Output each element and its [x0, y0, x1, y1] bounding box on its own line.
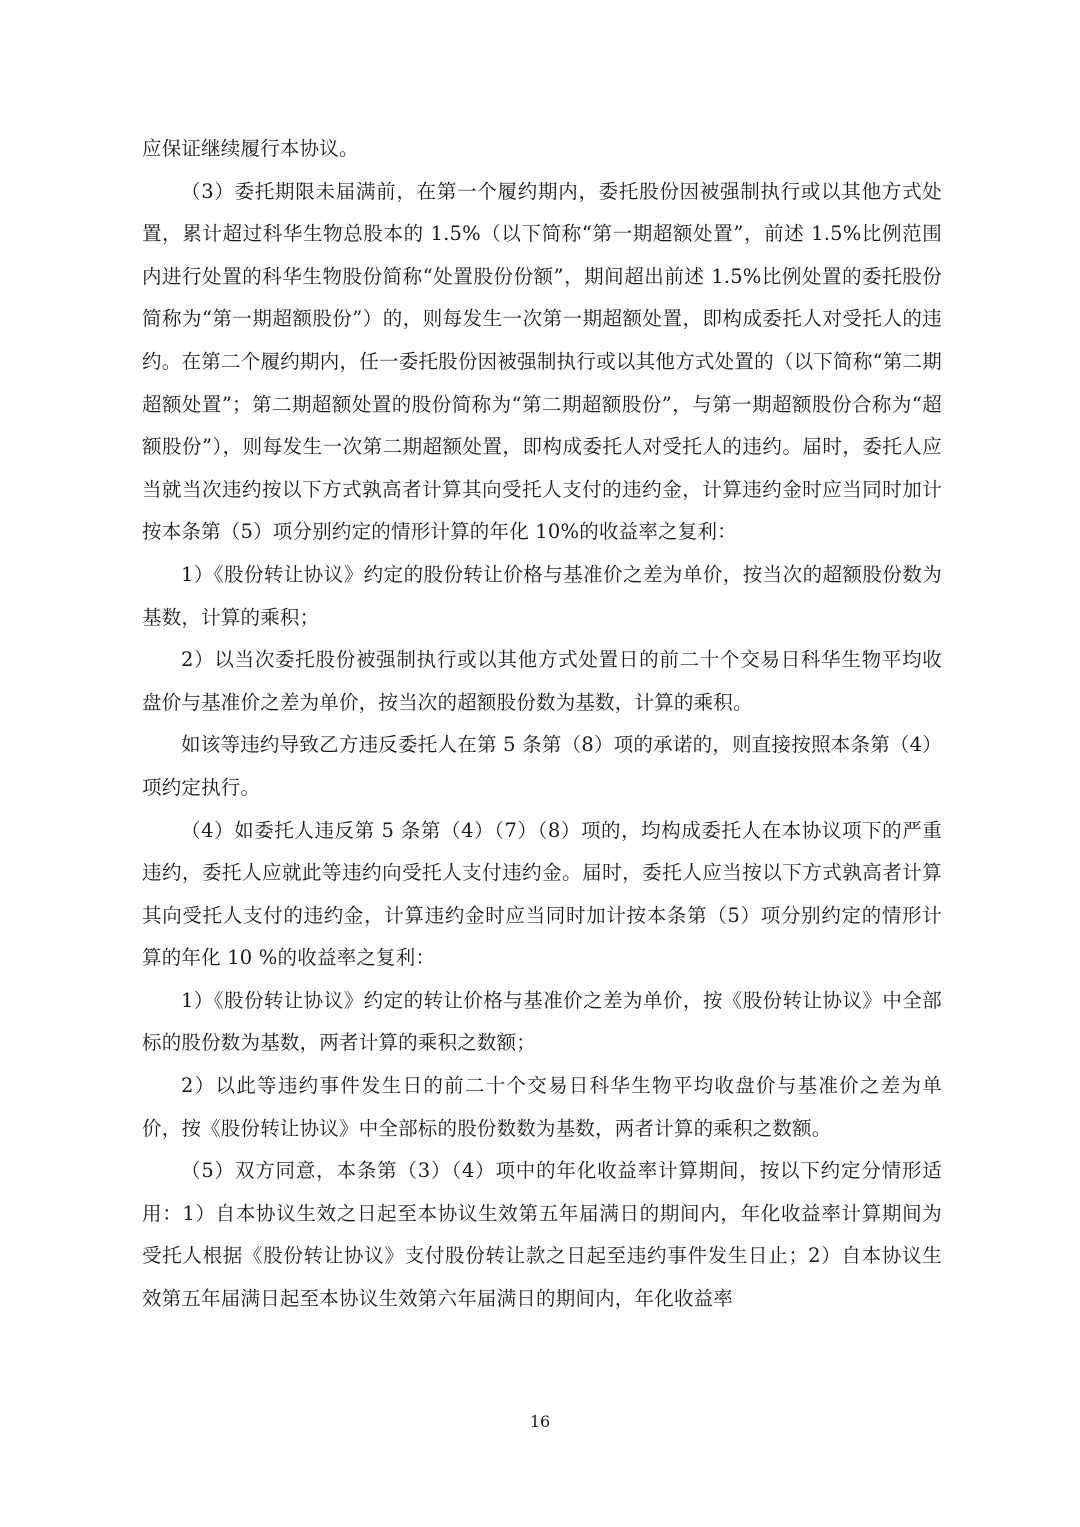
- paragraph-clause-3: （3）委托期限未届满前，在第一个履约期内，委托股份因被强制执行或以其他方式处置，累计超过科华生物总股本的 1.5%（以下简称“第一期超额处置”，前述 1.5%比例范围内进行处置的科华生物股份简称“处置股份份额”，期间超出前述 1.5%比例处置的委托股份简称为“第一期超额股份”）的，则每发生一次第一期超额处置，即构成委托人对受托人的违约。在第二个履约期内，任一委托股份因被强制执行或以其他方式处置的（以下简称“第二期超额处置”；第二期超额处置的股份简称为“第二期超额股份”，与第一期超额股份合称为“超额股份”），则每发生一次第二期超额处置，即构成委托人对受托人的违约。届时，委托人应当就当次违约按以下方式孰高者计算其向受托人支付的违约金，计算违约金时应当同时加计按本条第（5）项分别约定的情形计算的年化 10%的收益率之复利：: [142, 179, 942, 544]
- paragraph-clause-4-item-2: 2）以此等违约事件发生日的前二十个交易日科华生物平均收盘价与基准价之差为单价，按《股份转让协议》中全部标的股份数数为基数，两者计算的乘积之数额。: [142, 1074, 942, 1140]
- paragraph-clause-3-item-2: 2）以当次委托股份被强制执行或以其他方式处置日的前二十个交易日科华生物平均收盘价与基准价之差为单价，按当次的超额股份数为基数，计算的乘积。: [142, 648, 942, 714]
- paragraph-clause-4-item-1: 1）《股份转让协议》约定的转让价格与基准价之差为单价，按《股份转让协议》中全部标的股份数为基数，两者计算的乘积之数额；: [142, 988, 942, 1055]
- paragraph-clause-3-item-1: 1）《股份转让协议》约定的股份转让价格与基准价之差为单价，按当次的超额股份数为基数，计算的乘积；: [142, 562, 942, 629]
- page-number: 16: [529, 1412, 551, 1431]
- body-text: [142, 128, 942, 1321]
- paragraph-continuation: 应保证继续履行本协议。: [142, 137, 359, 160]
- paragraph-clause-4: （4）如委托人违反第 5 条第（4）（7）（8）项的，均构成委托人在本协议项下的严重违约，委托人应就此等违约向受托人支付违约金。届时，委托人应当按以下方式孰高者计算其向受托人支付的违约金，计算违约金时应当同时加计按本条第（5）项分别约定的情形计算的年化 10 %的收益率之复利：: [142, 818, 942, 970]
- paragraph-clause-3-note: 如该等违约导致乙方违反委托人在第 5 条第（8）项的承诺的，则直接按照本条第（4）项约定执行。: [142, 733, 942, 799]
- paragraph-clause-5: （5）双方同意，本条第（3）（4）项中的年化收益率计算期间，按以下约定分情形适用：1）自本协议生效之日起至本协议生效第五年届满日的期间内，年化收益率计算期间为受托人根据《股份转让协议》支付股份转让款之日起至违约事件发生日止；2）自本协议生效第五年届满日起至本协议生效第六年届满日的期间内，年化收益率: [142, 1159, 942, 1311]
